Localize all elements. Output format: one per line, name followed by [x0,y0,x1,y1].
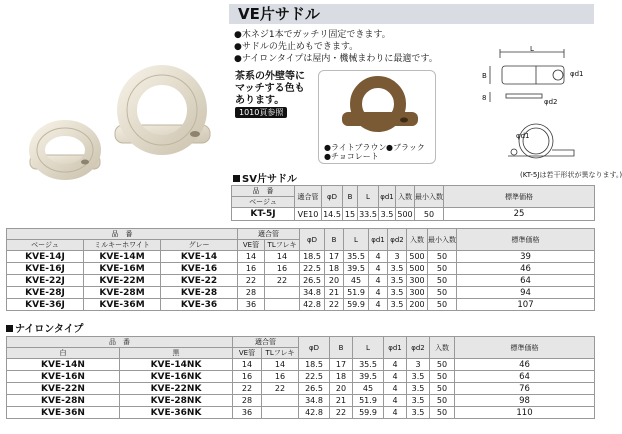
color-note-line: 茶系の外壁等に [235,71,305,82]
main-cell-qty: 500 [407,251,428,263]
main-cell-price: 94 [457,287,595,299]
main-cell-b: 18 [325,263,344,275]
nylon-cell-qty: 50 [430,371,455,383]
nylon-table [6,336,595,419]
nylon-header-white: 白 [7,348,120,359]
main-cell-tl [265,287,300,299]
color-light-brown: ●ライトブラウン [324,143,387,152]
nylon-cell-qty: 50 [430,395,455,407]
nylon-cell-price: 98 [455,395,595,407]
main-header-d: φD [300,229,325,251]
nylon-cell-black: KVE-16NK [120,371,233,383]
main-cell-l: 59.9 [344,299,369,311]
table-row [7,299,595,311]
nylon-cell-b: 20 [330,383,353,395]
nylon-cell-b: 21 [330,395,353,407]
nylon-header-d1: φd1 [384,337,407,359]
main-cell-price: 64 [457,275,595,287]
main-cell-min: 50 [428,275,457,287]
nylon-cell-d: 34.8 [299,395,330,407]
main-cell-ve: 14 [238,251,265,263]
nylon-cell-white: KVE-22N [7,383,120,395]
nylon-cell-white: KVE-36N [7,407,120,419]
dimension-label-8: 8 [482,94,487,102]
main-cell-min: 50 [428,251,457,263]
sv-cell-pipe: VE10 [295,208,322,221]
main-cell-ve: 16 [238,263,265,275]
main-cell-tl: 16 [265,263,300,275]
dimension-label-b: B [482,72,487,80]
square-icon [233,175,240,182]
sv-cell-beige: KT-5J [232,208,295,221]
nylon-cell-tl: 14 [262,359,299,371]
page-reference-badge: 1010頁参照 [235,107,287,118]
main-header-gray: グレー [161,240,238,251]
main-header-ve: VE管 [238,240,265,251]
dimension-diagram [478,46,596,170]
table-row [7,263,595,275]
nylon-header-ve: VE管 [233,348,262,359]
sv-header-qty: 入数 [396,186,415,208]
nylon-cell-b: 22 [330,407,353,419]
nylon-header-price: 標準価格 [455,337,595,359]
main-cell-price: 39 [457,251,595,263]
page-title: VE片サドル [238,5,320,23]
sv-cell-d: 14.5 [323,209,341,219]
main-cell-l: 45 [344,275,369,287]
table-row [7,407,595,419]
sv-header-min: 最小入数 [415,186,444,208]
main-cell-b: 20 [325,275,344,287]
main-cell-gray: KVE-16 [161,263,238,275]
main-header-hinban: 品 番 [7,229,238,240]
sv-header-d1: φd1 [379,186,396,208]
nylon-cell-qty: 50 [430,359,455,371]
sv-section-title [233,170,297,185]
sv-table [231,185,595,221]
main-cell-d: 42.8 [300,299,325,311]
dimension-label-d2: φd2 [544,98,558,106]
main-header-beige: ベージュ [7,240,84,251]
nylon-header-tl: TLフレキ [262,348,299,359]
nylon-cell-d1: 4 [384,407,407,419]
main-cell-b: 17 [325,251,344,263]
dimension-label-l: L [530,45,534,53]
main-cell-gray: KVE-36 [161,299,238,311]
main-cell-l: 39.5 [344,263,369,275]
main-cell-milky: KVE-22M [84,275,161,287]
nylon-cell-d: 26.5 [299,383,330,395]
nylon-cell-l: 51.9 [353,395,384,407]
sv-cell-price: 25 [444,208,595,221]
nylon-header-qty: 入数 [430,337,455,359]
nylon-cell-tl: 16 [262,371,299,383]
main-cell-b: 22 [325,299,344,311]
nylon-cell-d2: 3 [407,359,430,371]
nylon-cell-ve: 28 [233,395,262,407]
main-cell-qty: 200 [407,299,428,311]
nylon-header-pipe: 適合管 [233,337,299,348]
table-row [232,208,595,221]
main-cell-min: 50 [428,263,457,275]
main-cell-milky: KVE-36M [84,299,161,311]
main-cell-min: 50 [428,287,457,299]
nylon-cell-ve: 14 [233,359,262,371]
main-table [6,228,595,311]
main-header-qty: 入数 [407,229,428,251]
main-cell-d2: 3 [388,251,407,263]
feature-1: ●木ネジ1本でガッチリ固定できます。 [234,30,391,40]
nylon-cell-d: 18.5 [299,359,330,371]
small-saddle-image [30,128,100,172]
nylon-cell-price: 76 [455,383,595,395]
main-cell-gray: KVE-14 [161,251,238,263]
sv-cell-min: 50 [415,208,444,221]
color-note-line: あります。 [235,95,285,106]
main-cell-gray: KVE-22 [161,275,238,287]
main-cell-ve: 36 [238,299,265,311]
nylon-cell-d2: 3.5 [407,383,430,395]
nylon-cell-b: 18 [330,371,353,383]
main-cell-milky: KVE-28M [84,287,161,299]
main-cell-d2: 3.5 [388,275,407,287]
nylon-cell-tl [262,395,299,407]
main-cell-qty: 300 [407,287,428,299]
nylon-cell-tl: 22 [262,383,299,395]
color-note [235,71,305,107]
main-cell-price: 107 [457,299,595,311]
table-row [7,383,595,395]
dimension-label-d1: φd1 [570,70,584,78]
sv-cell-d1: 3.5 [379,208,396,221]
table-row [7,371,595,383]
main-cell-milky: KVE-14M [84,251,161,263]
main-header-pipe: 適合管 [238,229,300,240]
nylon-cell-price: 64 [455,371,595,383]
nylon-cell-ve: 22 [233,383,262,395]
feature-3: ●ナイロンタイプは屋内・機械まわりに最適です。 [234,54,438,64]
nylon-cell-l: 45 [353,383,384,395]
sv-cell-l: 33.5 [359,209,377,219]
nylon-cell-qty: 50 [430,407,455,419]
nylon-header-hinban: 品 番 [7,337,233,348]
main-cell-d2: 3.5 [388,287,407,299]
main-cell-ve: 28 [238,287,265,299]
table-row [7,287,595,299]
main-header-l: L [344,229,369,251]
nylon-cell-black: KVE-36NK [120,407,233,419]
main-cell-l: 35.5 [344,251,369,263]
table-row [7,359,595,371]
sv-header-l: L [358,186,379,208]
nylon-cell-black: KVE-14NK [120,359,233,371]
main-cell-beige: KVE-22J [7,275,84,287]
main-cell-d: 22.5 [300,263,325,275]
nylon-cell-d1: 4 [384,371,407,383]
main-cell-b: 21 [325,287,344,299]
brown-saddle-image [340,76,420,134]
nylon-cell-ve: 36 [233,407,262,419]
main-header-milky: ミルキーホワイト [84,240,161,251]
main-cell-d1: 4 [369,275,388,287]
table-row [7,395,595,407]
nylon-section-label: ナイロンタイプ [15,324,84,335]
color-chocolate: ●チョコレート [324,152,379,161]
nylon-header-d2: φd2 [407,337,430,359]
sv-header-b: B [343,186,358,208]
product-photo [20,65,220,185]
main-cell-qty: 500 [407,263,428,275]
nylon-cell-ve: 16 [233,371,262,383]
main-cell-min: 50 [428,299,457,311]
nylon-header-d: φD [299,337,330,359]
main-cell-price: 46 [457,263,595,275]
nylon-cell-d2: 3.5 [407,395,430,407]
square-icon [6,325,13,332]
nylon-cell-qty: 50 [430,383,455,395]
nylon-cell-d2: 3.5 [407,407,430,419]
main-cell-d2: 3.5 [388,263,407,275]
sv-cell-qty: 500 [397,209,413,219]
nylon-cell-d: 42.8 [299,407,330,419]
main-header-price: 標準価格 [457,229,595,251]
nylon-cell-price: 46 [455,359,595,371]
nylon-cell-d1: 4 [384,359,407,371]
main-cell-beige: KVE-16J [7,263,84,275]
color-black: ●ブラック [386,143,425,152]
main-cell-beige: KVE-36J [7,299,84,311]
main-cell-milky: KVE-16M [84,263,161,275]
nylon-header-b: B [330,337,353,359]
main-cell-d: 26.5 [300,275,325,287]
nylon-cell-white: KVE-14N [7,359,120,371]
nylon-cell-price: 110 [455,407,595,419]
main-header-min: 最小入数 [428,229,457,251]
sv-cell-b: 15 [343,208,358,221]
main-cell-d1: 4 [369,287,388,299]
main-cell-d1: 4 [369,251,388,263]
sv-header-pipe: 適合管 [295,186,322,208]
main-cell-tl [265,299,300,311]
main-cell-tl: 22 [265,275,300,287]
main-header-d2: φd2 [388,229,407,251]
nylon-cell-d1: 4 [384,395,407,407]
table-row [7,275,595,287]
nylon-cell-l: 35.5 [353,359,384,371]
nylon-cell-black: KVE-22NK [120,383,233,395]
main-header-tl: TLフレキ [265,240,300,251]
nylon-cell-tl [262,407,299,419]
main-cell-d1: 4 [369,299,388,311]
sv-header-beige: ベージュ [232,197,295,208]
sv-header-hinban: 品 番 [232,186,295,197]
nylon-cell-l: 59.9 [353,407,384,419]
table-row [7,251,595,263]
large-saddle-image [115,75,210,145]
sv-section-label: SV片サドル [242,174,297,185]
main-cell-qty: 300 [407,275,428,287]
main-cell-d2: 3.5 [388,299,407,311]
kt-shape-note: (KT-5Jは若干形状が異なります。) [520,171,622,179]
main-cell-d: 18.5 [300,251,325,263]
nylon-cell-d1: 4 [384,383,407,395]
main-cell-tl: 14 [265,251,300,263]
main-cell-l: 51.9 [344,287,369,299]
nylon-cell-l: 39.5 [353,371,384,383]
nylon-header-black: 黒 [120,348,233,359]
nylon-section-title [6,320,83,335]
nylon-header-l: L [353,337,384,359]
nylon-cell-black: KVE-28NK [120,395,233,407]
main-cell-d: 34.8 [300,287,325,299]
nylon-cell-white: KVE-28N [7,395,120,407]
main-header-d1: φd1 [369,229,388,251]
main-cell-ve: 22 [238,275,265,287]
feature-2: ●サドルの先止めもできます。 [234,42,359,52]
main-cell-beige: KVE-14J [7,251,84,263]
main-header-b: B [325,229,344,251]
sv-header-d: φD [322,186,343,208]
main-cell-beige: KVE-28J [7,287,84,299]
nylon-cell-b: 17 [330,359,353,371]
nylon-cell-d: 22.5 [299,371,330,383]
color-note-line: マッチする色も [235,83,305,94]
nylon-cell-d2: 3.5 [407,371,430,383]
nylon-cell-white: KVE-16N [7,371,120,383]
main-cell-gray: KVE-28 [161,287,238,299]
dimension-label-d1-front: φd1 [516,132,530,140]
main-cell-d1: 4 [369,263,388,275]
sv-header-price: 標準価格 [444,186,595,208]
